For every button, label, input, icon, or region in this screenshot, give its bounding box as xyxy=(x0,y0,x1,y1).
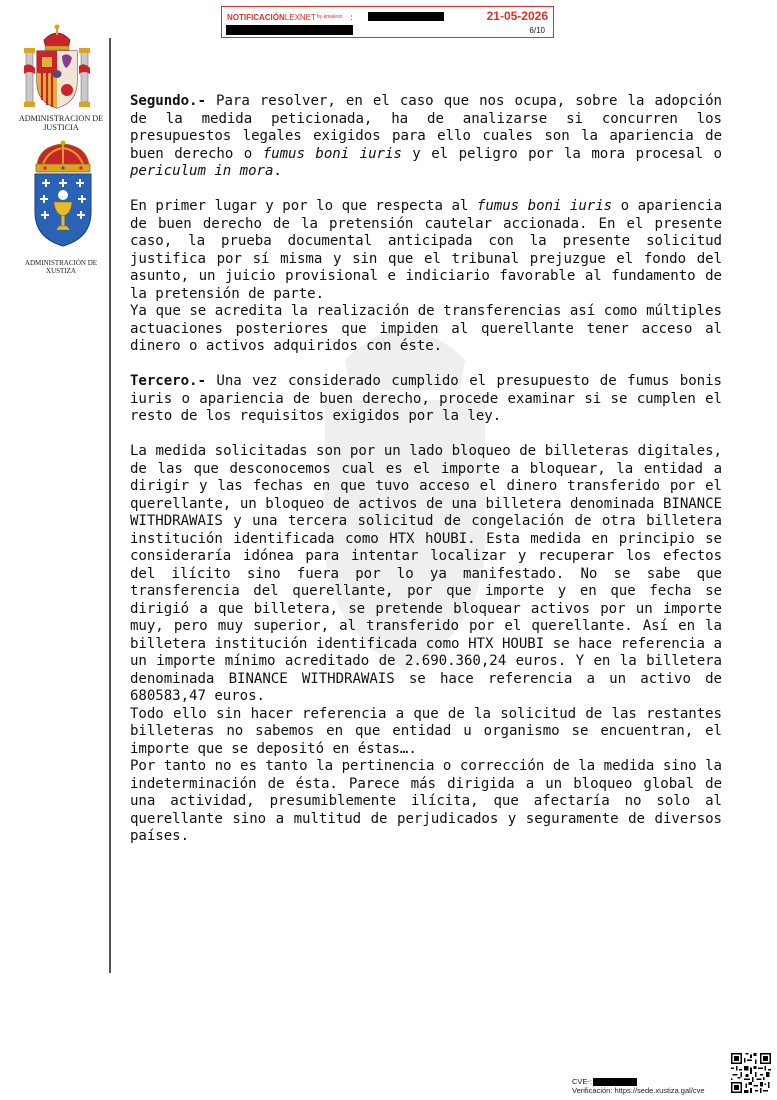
text-run: Para resolver, en el caso que nos ocupa, sobre la adopción de la medida peticionada, ha de analizarse si concurren los presupuestos legales exigidos para ello cuales son la apariencia de buen derecho o xyxy=(130,93,722,162)
section-heading: Tercero.- xyxy=(130,373,206,389)
section-heading: Segundo.- xyxy=(130,93,206,109)
text-run: . xyxy=(273,163,282,179)
margin-rule xyxy=(109,38,111,973)
notification-product: LEXNET xyxy=(284,12,316,22)
notification-box xyxy=(221,6,554,38)
qr-code-icon[interactable] xyxy=(731,1053,771,1093)
spanish-coat-of-arms-icon xyxy=(22,22,92,114)
paragraph-todo-ello: Todo ello sin hacer referencia a que de la solicitud de las restantes billeteras no sabemos en que entidad u organismo se encuentran, el importe que se depositó en éstas…. xyxy=(130,705,722,757)
paragraph-medida: La medida solicitadas son por un lado bloqueo de billeteras digitales, de las que desconocemos cual es el importe a bloquear, la entidad a dirigir y las fechas en que tuvo acceso el dinero transferido por el querellante, un bloqueo de activos de una billetera denominada BINANCE WITHDRAWAIS y una tercera solicitud de congelación de otra billetera institución identificada como HTX hOUBI. Esta medida en principio se consideraría idónea para intentar localizar y recuperar los efectos del ilícito sino fuera por lo ya manifestado. No se sabe que transferencia del querellante, por que importe y en que fecha se dirigió a que billetera, se pretende bloquear activos por un importe muy, pero muy superior, al transferido por el querellante. Así en la billetera institución identificada como HTX HOUBI se hace referencia a un importe mínimo acreditado de 2.690.360,24 euros. Y en la billetera denominada BINANCE WITHDRAWAIS se hace referencia a un activo de 680583,47 euros. xyxy=(130,443,722,704)
document-body xyxy=(130,93,722,846)
notification-date: 21-05-2026 xyxy=(486,9,548,23)
cve-block xyxy=(572,1077,705,1095)
text-run: En primer lugar y por lo que respecta al xyxy=(130,198,477,214)
verification-url[interactable]: Verificación: https://sede.xustiza.gal/cve xyxy=(572,1086,705,1096)
page-number: 6/10 xyxy=(529,26,545,35)
text-run: Una vez considerado cumplido el presupuesto de fumus bonis iuris o apariencia de buen derecho, procede examinar si se cumplen el resto de los requisitos exigidos por la ley. xyxy=(130,373,722,424)
italic-run: periculum in mora xyxy=(130,163,274,179)
redaction-bar xyxy=(368,12,444,21)
cve-label: CVE-: xyxy=(572,1077,593,1086)
text-run: y el peligro por la mora procesal o xyxy=(401,145,722,162)
redaction-bar xyxy=(593,1078,637,1086)
cve-line xyxy=(572,1077,705,1086)
caption-administracion-justicia: ADMINISTRACION DE JUSTICIA xyxy=(18,114,104,133)
italic-run: fumus boni iuris xyxy=(262,145,402,162)
galicia-coat-of-arms-icon xyxy=(29,140,97,248)
italic-run: fumus boni iuris xyxy=(476,198,613,214)
redaction-bar xyxy=(226,25,353,35)
paragraph-segundo xyxy=(130,93,722,181)
text-run: o apariencia de buen derecho de la pretensión cautelar accionada. En el presente caso, la prueba documental anticipada con la presente solicitud justifica por sí misma y sin que el tribunal prejuzgue el fondo del asunto, un juicio provisional e indiciario favorable al fundamento de la pretensión de parte. xyxy=(130,198,722,302)
caption-administracion-xustiza: ADMINISTRACIÓN DE XUSTIZA xyxy=(24,259,98,276)
paragraph-primer-lugar xyxy=(130,198,722,303)
paragraph-tercero xyxy=(130,373,722,426)
notification-label: NOTIFICACIÓN xyxy=(227,12,285,22)
notification-separator: : xyxy=(350,12,353,22)
notification-by: by kmaleon xyxy=(316,14,343,20)
notification-row xyxy=(227,11,353,23)
paragraph-por-tanto: Por tanto no es tanto la pertinencia o corrección de la medida sino la indeterminación de ésta. Parece más dirigida a un bloqueo global de una actividad, presumiblemente ilícita, que afectaría no solo al querellante sino a multitud de perjudicados y seguramente de diversos países. xyxy=(130,758,722,844)
paragraph-acredita: Ya que se acredita la realización de transferencias así como múltiples actuaciones posteriores que impiden al querellante tener acceso al dinero o activos adquiridos con éste. xyxy=(130,303,722,354)
